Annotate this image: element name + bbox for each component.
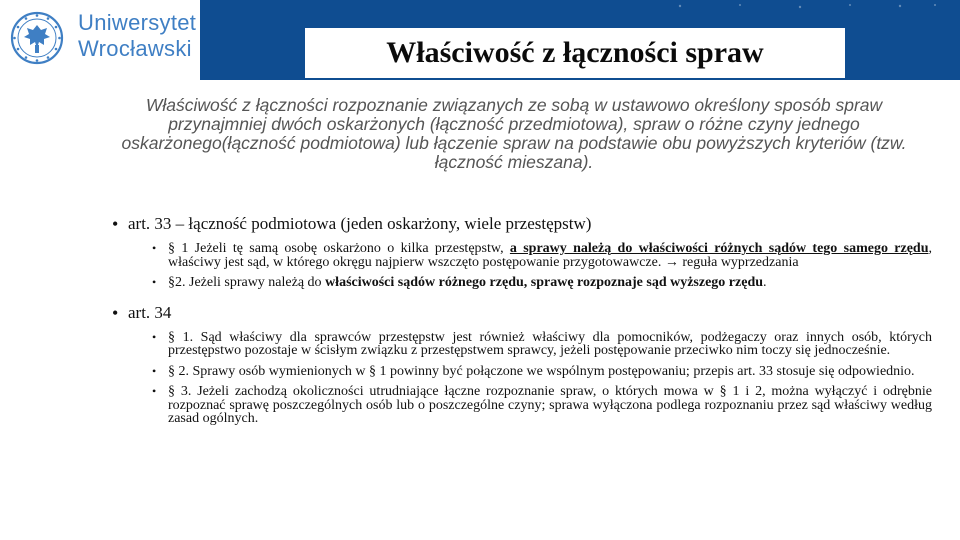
university-logo (0, 0, 200, 80)
subitem-text: reguła wyprzedzania (678, 254, 799, 270)
subitem-art-34-par-3 (112, 385, 932, 426)
bullet-dot: • (152, 363, 157, 378)
university-name-line1: Uniwersytet (78, 10, 197, 35)
bullet-dot: • (112, 214, 119, 234)
subitem-text: § 3. Jeżeli zachodzą okoliczności utrudniające łączne rozpoznanie spraw, o których mowa w § 1 i 2, można wyłączyć i odrębnie rozpoznać sprawę poszczególnych osób lub o poszczególne czyny; sprawa wyłączona podlega rozpoznaniu przez sąd właściwy według zasad ogólnych. (168, 384, 932, 426)
bullet-dot: • (112, 302, 119, 323)
emphasis-text: właściwości sądów różnego rzędu, sprawę rozpoznaje sąd wyższego rzędu (325, 275, 764, 290)
bullet-dot: • (152, 275, 157, 289)
university-name (78, 10, 196, 62)
subitem-art-34-par-1 (112, 331, 932, 358)
intro-paragraph: Właściwość z łączności rozpoznanie związanych ze sobą w ustawowo określony sposób spraw przynajmniej dwóch oskarżonych (łączność przedmiotowa), spraw o różne czyny jednego oskarżonego(łączność podmiotowa) lub łączenie spraw na podstawie obu powyższych kryteriów (tzw. łączność mieszana). (121, 95, 907, 172)
subitem-art-33-par-2 (112, 276, 932, 290)
bullet-art-34 (112, 303, 932, 323)
arrow-icon: → (664, 254, 679, 270)
subitem-text: § 2. Sprawy osób wymienionych w § 1 powinny być połączone we wspólnym postępowaniu; przepis art. 33 stosuje się odpowiednio. (168, 363, 915, 379)
subitem-text: . (763, 275, 767, 290)
subitem-art-33-par-1 (112, 242, 932, 269)
subitem-text: § 1. Sąd właściwy dla sprawców przestępstw jest również właściwy dla pomocników, podżegaczy oraz innych osób, których przestępstwo pozostaje w ścisłym związku z przestępstwem sprawcy, jeżeli postępowanie przeciwko nim toczy się jednocześnie. (168, 329, 932, 358)
page-title: Właściwość z łączności spraw (386, 36, 764, 69)
university-seal-icon (10, 11, 64, 65)
bullet-heading: art. 34 (128, 302, 172, 322)
bullet-heading: art. 33 – łączność podmiotowa (jeden oskarżony, wiele przestępstw) (128, 214, 592, 233)
emphasis-text: a sprawy należą do właściwości różnych sądów tego samego rzędu (509, 241, 929, 256)
subitem-text: , właściwy jest sąd, w którego okręgu najpierw wszczęto postępowanie przygotowawcze. (168, 241, 932, 270)
main-content (112, 214, 932, 433)
bullet-dot: • (152, 241, 157, 255)
subitem-text: §2. Jeżeli sprawy należą do (168, 275, 326, 290)
art-33-subitems (112, 242, 932, 290)
bullet-dot: • (152, 329, 157, 344)
title-box (305, 28, 845, 78)
subitem-art-34-par-2 (112, 365, 932, 379)
bullet-dot: • (152, 384, 157, 398)
header-decoration (200, 0, 960, 12)
university-name-line2: Wrocławski (78, 36, 192, 61)
subitem-text: § 1 Jeżeli tę samą osobę oskarżono o kilka przestępstw, (168, 241, 510, 256)
art-34-subitems (112, 331, 932, 426)
bullet-art-33 (112, 214, 932, 234)
